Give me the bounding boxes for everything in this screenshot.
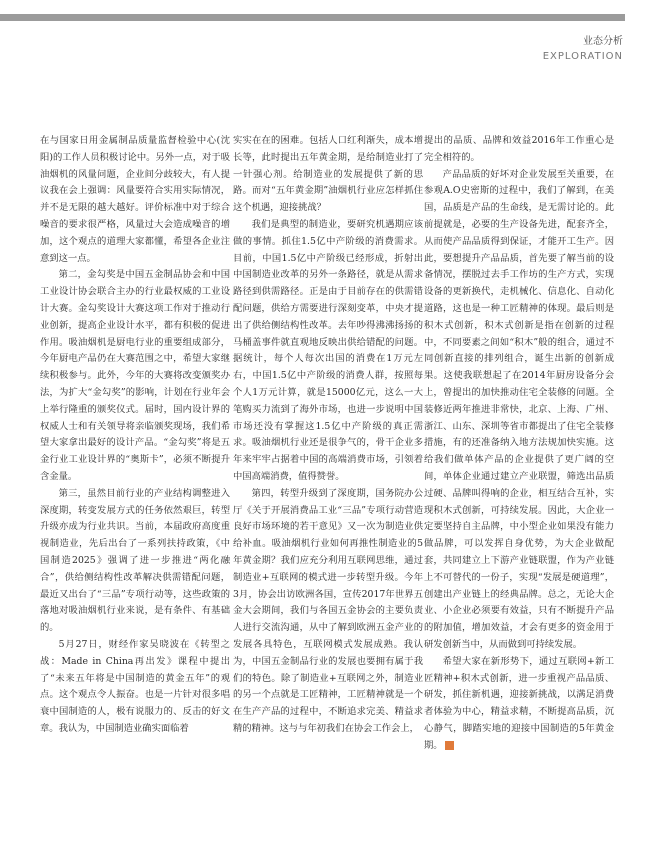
paragraph-text: 5月27日，财经作家吴晓波在《转型之战：Made in China再出发》课程中提出了“未来五年将是中国制造的黄金五年”的观点。这个观点令人振奋。也是一片针对很多唱衰中国制造的人，极有说服力的、反击的好文章。我认为，中国制造业确实面临着 — [40, 638, 230, 734]
top-rule — [0, 14, 625, 21]
paragraph — [40, 133, 230, 267]
paragraph — [40, 486, 230, 637]
paragraph — [233, 133, 423, 217]
paragraph-text: 第二，金勾奖是中国五金制品协会和中国工业设计协会联合主办的行业最权威的工业设计大赛。金勾奖设计大赛这项工作对于推动行业创新，提高企业设计水平，都有积极的促进作用。吸油烟机是厨电行业的重要组成部分，今年厨电产品仍在大赛范围之中，希望大家继续积极参与。此外，今年的大赛将改变颁奖办法，为扩大“金勾奖”的影响，计划在行业年会上举行隆重的颁奖仪式。届时，国内设计界的权威人士和有关领导将亲临颁奖现场，我们希望大家拿出最好的设计产品。“金勾奖”将是五金行业工业设计界的“奥斯卡”，必须不断提升含金量。 — [40, 269, 230, 482]
paragraph — [40, 267, 230, 485]
paragraph — [233, 217, 423, 486]
end-mark-icon — [445, 741, 454, 750]
paragraph-text: 产品品质的好坏对企业发展至关重要，在参观A.O史密斯的过程中，我们了解到，在美国，品质是产品的生命线，是无需讨论的。此前提就是，必要的生产设备先进，配套齐全，从而使产品品质得到保证，才能开工生产。因此，要想提升产品品质，首先要了解当前的设备情况，摆脱过去手工作坊的生产方式，实现设备的更新换代，走机械化、信息化、自动化道路，这也是一种工匠精神的体现。最后则是积木式创新，积木式创新是指在创新的过程中，不同要素之间如“积木”般的组合，通过不同创新直接的排列组合，诞生出新的创新成果。这使我联想起了在2014年厨房设备分会上，曾提出的加快推动住宅全装修的问题。全装修近两年推进非常快，北京、上海、广州、浙江、山东、深圳等省市都提出了住宅全装修措施，有的还准备纳入地方法规加快实施。这给我们做单体产品的企业提供了更广阔的空间，单体企业通过建立产业联盟，筛选出品质过硬、品牌叫得响的企业，相互结合互补，实现积木式创新，可持续发展。因此，大企业一定要坚持自主品牌，中小型企业如果没有能力做品牌，可以发挥自身优势，为大企业做配套，共同建立上下游产业链联盟，作为产业链上不可替代的一份子，实现“发展是硬道理”，创建出产业链上的经典品牌。总之，无论大企业、小企业必须要有效益，只有不断提升产品的附加值，增加效益，才会有更多的资金用于研发创新当中，从而做到可持续发展。 — [424, 168, 614, 650]
article-column-3 — [424, 133, 614, 754]
paragraph-text: 第四，转型升级到了深度期，国务院办公厅《关于开展消费品工业“三品”专项行动营造良好市场环境的若干意见》又一次为制造业供给补血。吸油烟机行业如何再推性制造业的5年黄金期？我们应充分利用互联网思维，通过制造业+互联网的模式进一步转型升级。今年3月，协会出访欧洲各国，宣传2017年世界五金大会期间，我们与各国五金协会的主要负责人进行交流沟通，从中了解到欧洲五金产业的发展各具特色，互联网模式发展成熟。我认为，中国五金制品行业的发展也要拥有属于我们的特色。除了制造业+互联网之外，制造业的另一个点就是工匠精神，工匠精神就是一个在生产产品的过程中，不断追求完美、精益求精的精神。这与与年初我们在协会工作会上， — [233, 487, 423, 734]
paragraph-text: 在与国家日用金属制品质量监督检验中心(沈阳)的工作人员积极讨论中。另外一点，对于吸油烟机的风量问题，企业间分歧较大，有人提议我在会上强调：风量要符合实用实际情况，并不是无限的越大越好。评价标准中对于综合噪音的要求很严格，风量过大会造成噪音的增加，这个观点的道理大家都懂，希望各企业注意到这一点。 — [40, 135, 230, 264]
paragraph — [424, 133, 614, 167]
paragraph-text: 第三，虽然目前行业的产业结构调整进入深度期，转变发展方式的任务依然艰巨，转型升级亦成为行业共识。当前，本届政府高度重视制造业，先后出台了一系列扶持政策，《中国制造2025》强调了进一步推进“两化融合”，供给侧结构性改革解决供需错配问题，最近又出台了“三品”专项行动等，这些政策的落地对吸油烟机行业来说，是有条件、有基础的。 — [40, 487, 230, 634]
section-title-en: EXPLORATION — [542, 51, 623, 62]
paragraph-text: 希望大家在新形势下，通过互联网+新工匠精神+积木式创新，进一步重视产品品质、研发，抓住新机遇，迎接新挑战，以满足消费者体验为中心，精益求精，不断提高品质，沉心静气，脚踏实地的迎接中国制造的5年黄金期。 — [424, 655, 614, 751]
section-title-cn: 业态分析 — [583, 36, 623, 47]
paragraph — [233, 486, 423, 738]
paragraph — [424, 167, 614, 654]
article-column-1 — [40, 133, 230, 738]
paragraph — [40, 637, 230, 738]
paragraph — [424, 654, 614, 755]
section-header — [543, 36, 623, 62]
paragraph-text: 提出的品质、品牌和效益2016年工作重心是完全相符的。 — [424, 135, 614, 163]
paragraph-text: 实实在在的困难。包括人口红利渐失，成本增长等，此时提出五年黄金期，是给制造业打了一针强心剂。给制造业的发展提供了新的思路。而对“五年黄金期”油烟机行业应怎样抓住这个机遇，迎接挑战？ — [233, 135, 423, 214]
article-column-2 — [233, 133, 423, 738]
paragraph-text: 我们是典型的制造业，要研究机遇期应该做的事情。抓住1.5亿中产阶级的消费需求。目前，中国1.5亿中产阶级已经形成，折射出中国制造业改革的另外一条路径，就是从需求路径到供需路径。正是由于目前存在的供需错配问题，供给方需要进行深刻变革，中央才提出了供给侧结构性改革。去年吵得沸沸扬扬的马桶盖事件就直观地反映出供给错配的问题。据统计，每个人每次出国的消费在1万元左右，中国1.5亿中产阶级的消费人群，按照每个人1万元计算，就是15000亿元，这么一大笔购买力流到了海外市场，也进一步说明中国市场还没有掌握这1.5亿中产阶级的真正需求。吸油烟机行业还是很争气的，骨干企业多年来牢牢占据着中国的高端消费市场，引领着中国高端消费，值得赞誉。 — [233, 218, 423, 482]
